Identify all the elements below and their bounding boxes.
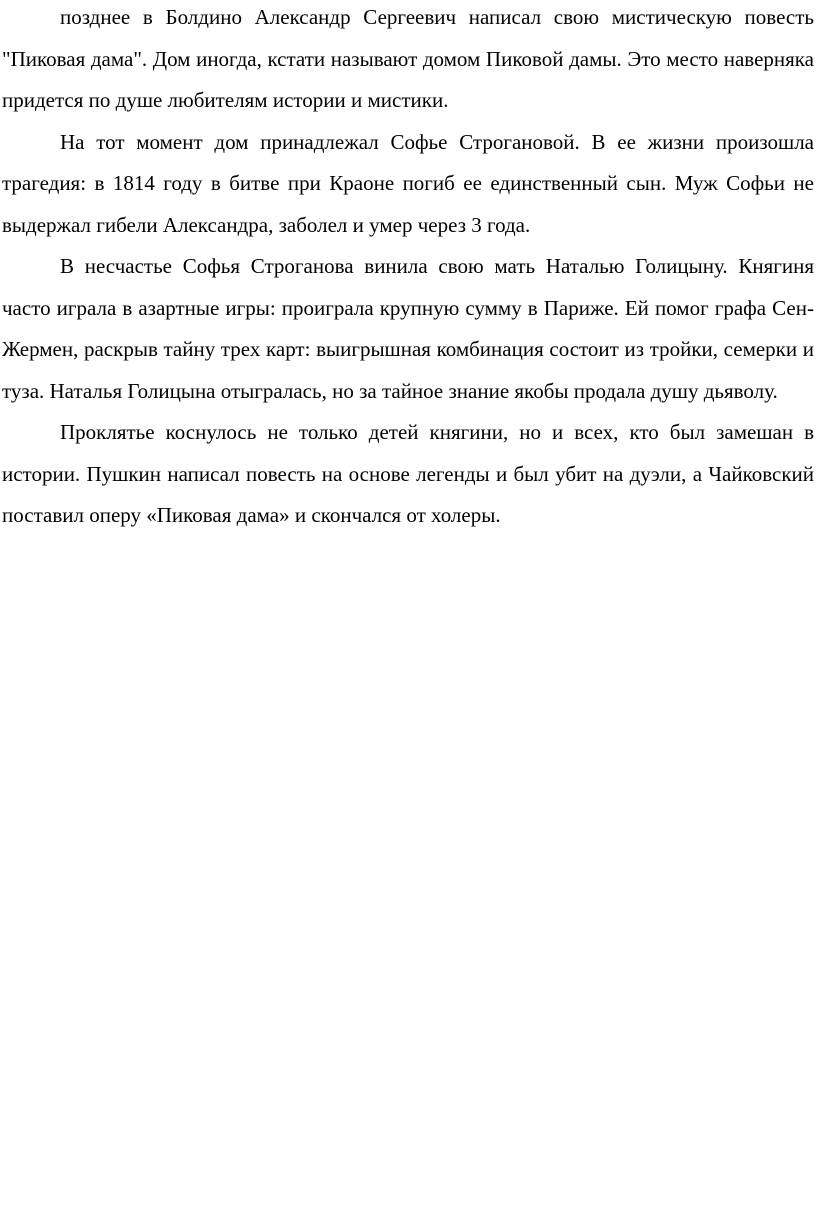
paragraph-2: На тот момент дом принадлежал Софье Строгановой. В ее жизни произошла трагедия: в 1814 году в битве при Краоне погиб ее единственный сын. Муж Софьи не выдержал гибели Александра, заболел и умер через 3 года. [2, 129, 814, 237]
document-body [2, 0, 814, 537]
paragraph-1: позднее в Болдино Александр Сергеевич написал свою мистическую повесть "Пиковая дама". Дом иногда, кстати называют домом Пиковой дамы. Это место наверняка придется по душе любителям истории и мистики. [2, 5, 814, 112]
paragraph-3: В несчастье Софья Строганова винила свою мать Наталью Голицыну. Княгиня часто играла в азартные игры: проиграла крупную сумму в Париже. Ей помог графа Сен-Жермен, раскрыв тайну трех карт: выигрышная комбинация состоит из тройки, семерки и туза. Наталья Голицына отыгралась, но за тайное знание якобы продала душу дьяволу. [2, 254, 814, 403]
paragraph-4: Проклятье коснулось не только детей княгини, но и всех, кто был замешан в истории. Пушкин написал повесть на основе легенды и был убит на дуэли, а Чайковский поставил оперу «Пиковая дама» и скончался от холеры. [2, 420, 814, 527]
